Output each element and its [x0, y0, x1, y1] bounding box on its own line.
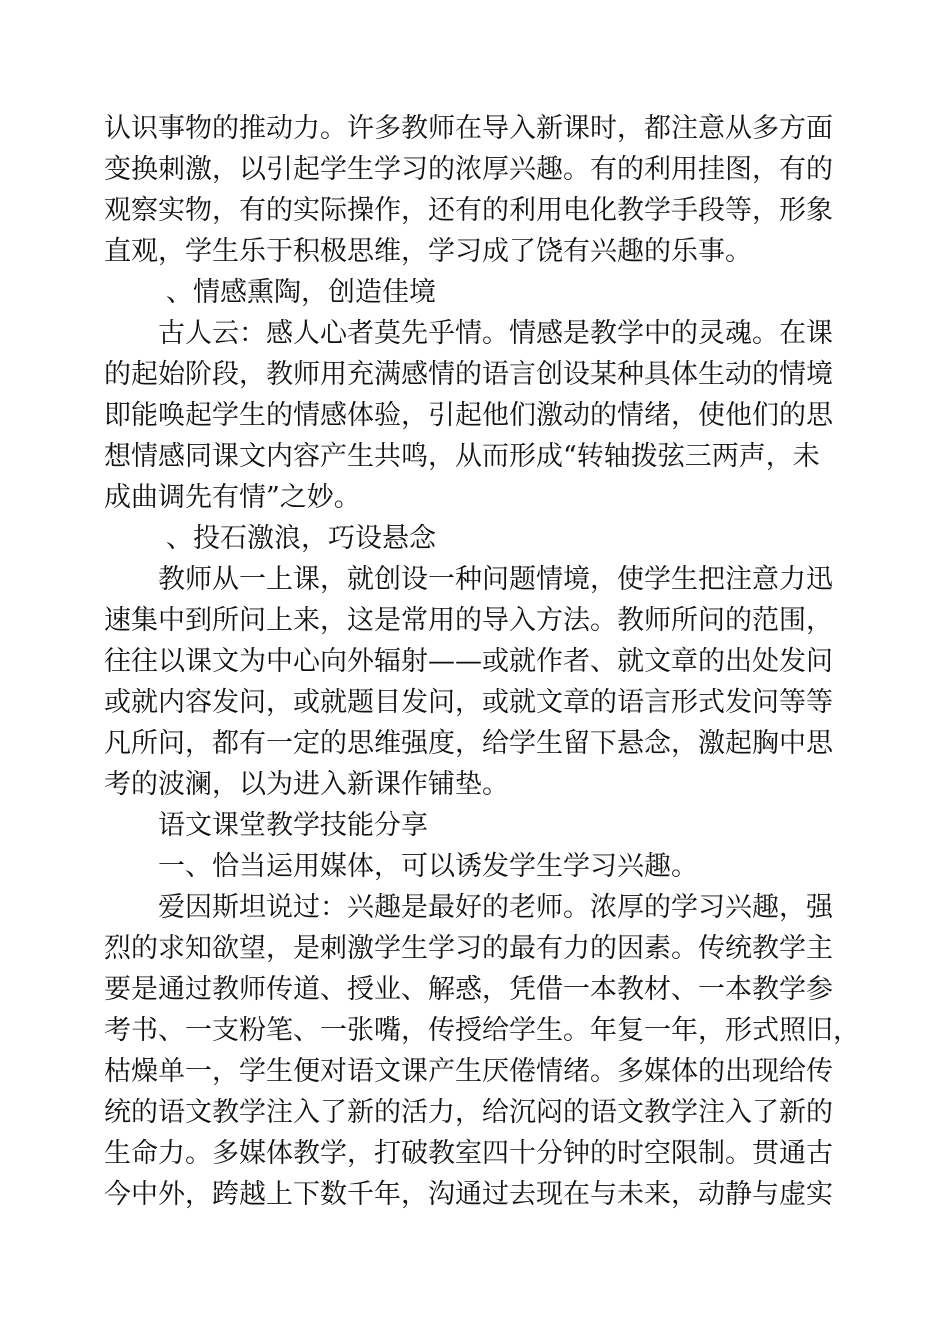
body-line: 今中外，跨越上下数千年，沟通过去现在与未来，动静与虚实 — [104, 1179, 833, 1210]
body-line: 要是通过教师传道、授业、解惑，凭借一本教材、一本教学参 — [104, 974, 833, 1005]
body-line: 想情感同课文内容产生共鸣，从而形成“转轴拨弦三两声，未 — [104, 441, 820, 472]
section-heading: 、情感熏陶，创造佳境 — [166, 277, 436, 308]
body-line: 的起始阶段，教师用充满感情的语言创设某种具体生动的情境 — [104, 359, 833, 390]
body-line: 烈的求知欲望，是刺激学生学习的最有力的因素。传统教学主 — [104, 933, 833, 964]
body-line: 变换刺激，以引起学生学习的浓厚兴趣。有的利用挂图，有的 — [104, 154, 833, 185]
paragraph-first-line: 教师从一上课，就创设一种问题情境，使学生把注意力迅 — [158, 564, 833, 595]
body-line: 即能唤起学生的情感体验，引起他们激动的情绪，使他们的思 — [104, 400, 833, 431]
section-heading: 、投石激浪，巧设悬念 — [166, 523, 436, 554]
body-line: 生命力。多媒体教学，打破教室四十分钟的时空限制。贯通古 — [104, 1138, 833, 1169]
body-line: 统的语文教学注入了新的活力，给沉闷的语文教学注入了新的 — [104, 1097, 833, 1128]
body-line: 成曲调先有情”之妙。 — [104, 482, 361, 513]
section-heading: 一、恰当运用媒体，可以诱发学生学习兴趣。 — [158, 851, 698, 882]
body-line: 速集中到所问上来，这是常用的导入方法。教师所问的范围， — [104, 605, 833, 636]
article-title: 语文课堂教学技能分享 — [158, 810, 428, 841]
document-page — [104, 108, 860, 1215]
body-line: 直观，学生乐于积极思维，学习成了饶有兴趣的乐事。 — [104, 236, 752, 267]
paragraph-first-line: 古人云：感人心者莫先乎情。情感是教学中的灵魂。在课 — [158, 318, 833, 349]
body-line: 或就内容发问，或就题目发问，或就文章的语言形式发问等等 — [104, 687, 833, 718]
paragraph-first-line: 爱因斯坦说过：兴趣是最好的老师。浓厚的学习兴趣，强 — [158, 892, 833, 923]
body-line: 凡所问，都有一定的思维强度，给学生留下悬念，激起胸中思 — [104, 728, 833, 759]
body-line: 考书、一支粉笔、一张嘴，传授给学生。年复一年，形式照旧， — [104, 1015, 860, 1046]
body-line: 认识事物的推动力。许多教师在导入新课时，都注意从多方面 — [104, 113, 833, 144]
body-line: 观察实物，有的实际操作，还有的利用电化教学手段等，形象 — [104, 195, 833, 226]
body-line: 往往以课文为中心向外辐射——或就作者、就文章的出处发问 — [104, 646, 833, 677]
body-line: 考的波澜，以为进入新课作铺垫。 — [104, 769, 509, 800]
body-line: 枯燥单一，学生便对语文课产生厌倦情绪。多媒体的出现给传 — [104, 1056, 833, 1087]
